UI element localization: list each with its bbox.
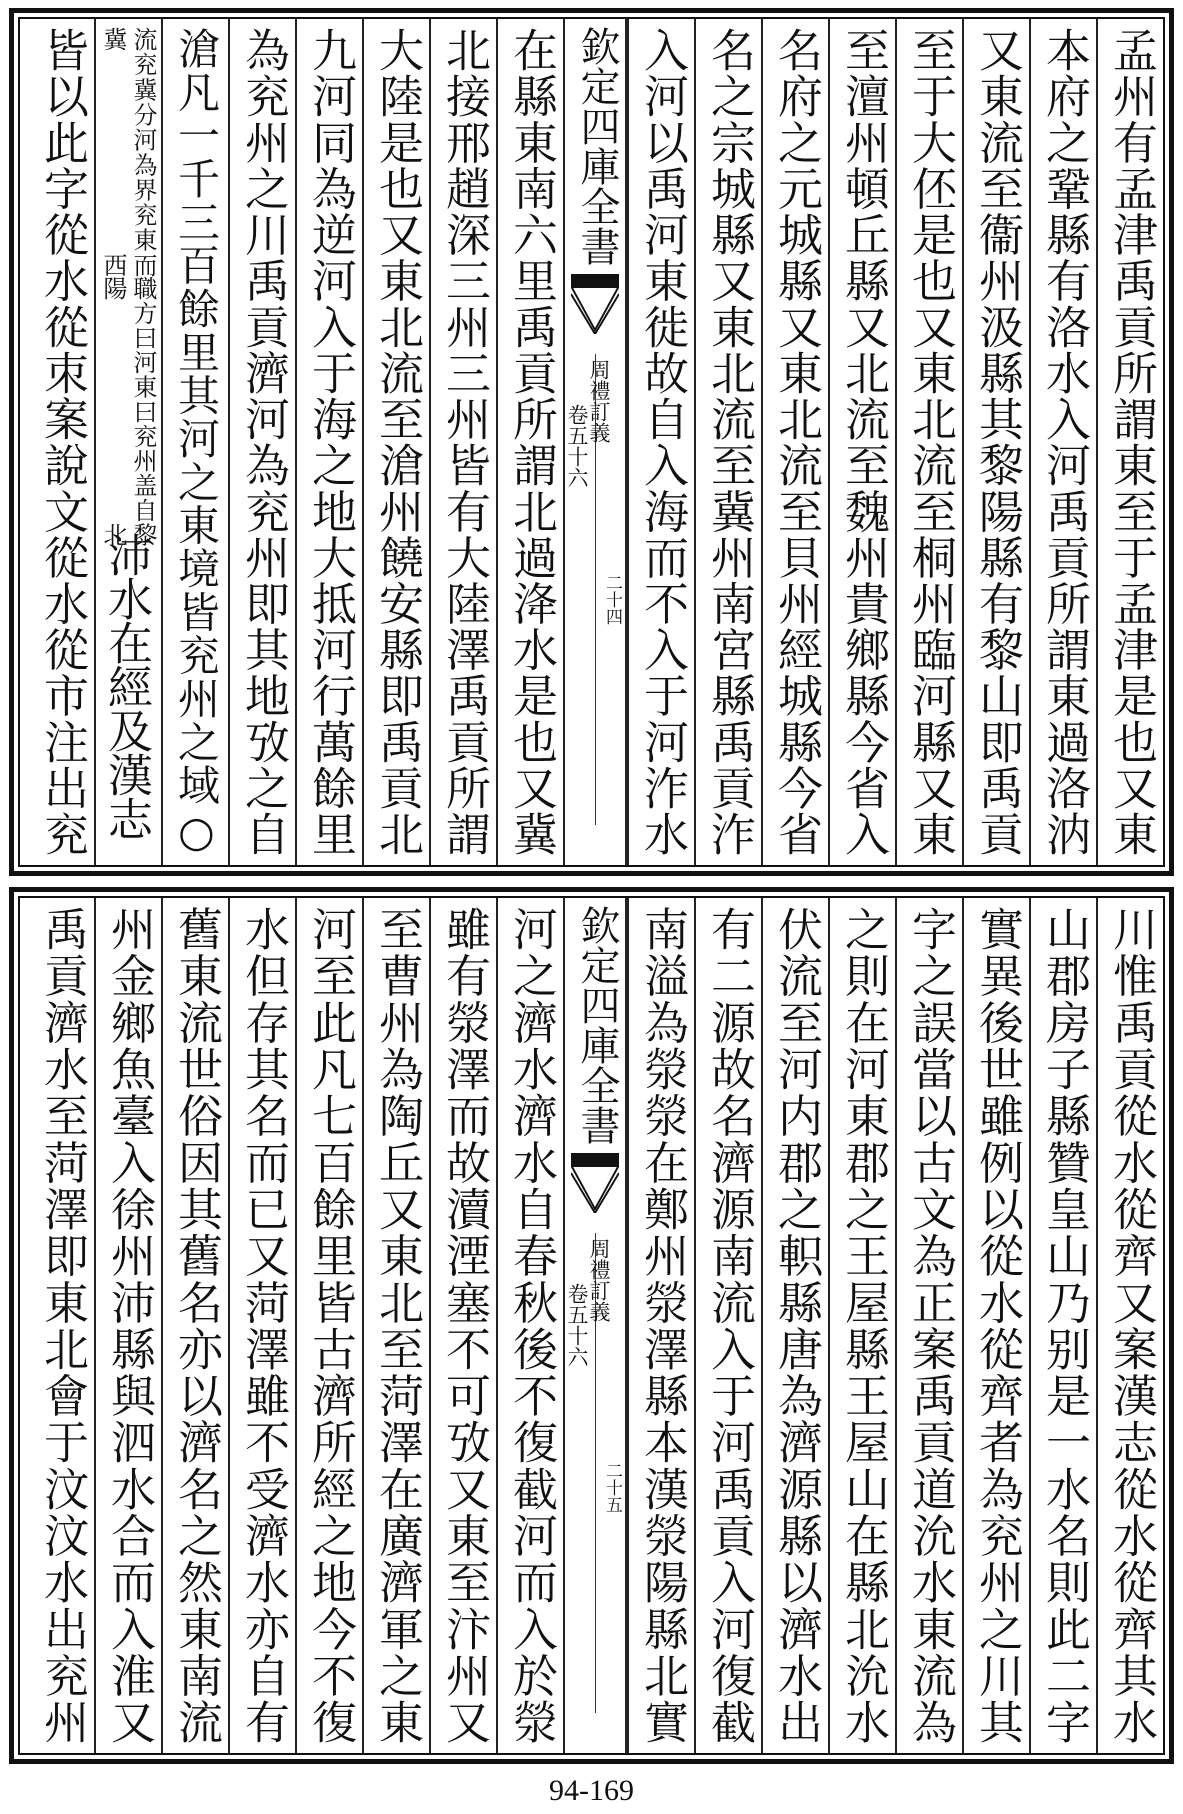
text-column — [1096, 19, 1163, 865]
note-line: 流兖冀分河為界兖東而冀西 — [99, 27, 157, 276]
column-text: 名府之元城縣又東北流至貝州經城縣今省 — [770, 27, 823, 857]
text-column — [1096, 898, 1163, 1753]
text-column — [828, 898, 895, 1753]
text-column — [1029, 19, 1096, 865]
text-column — [362, 898, 429, 1753]
column-text: 有二源故名濟源南流入于河禹貢入河復截 — [703, 906, 756, 1745]
column-text: 本府之鞏縣有洛水入河禹貢所謂東過洛汭 — [1038, 27, 1091, 857]
book-subtitle: 周禮訂義 — [587, 1238, 611, 1322]
text-column — [161, 19, 228, 865]
column-text: 南溢為滎滎在鄭州滎澤縣本漢滎陽縣北實 — [636, 906, 689, 1745]
text-column — [627, 19, 694, 865]
column-text: 入河以禹河東徙故自入海而不入于河泎水 — [636, 27, 689, 857]
text-column — [161, 898, 228, 1753]
book-subtitle: 周禮訂義 — [587, 359, 611, 443]
column-text: 九河同為逆河入于海之地大抵河行萬餘里 — [304, 27, 357, 857]
text-column — [27, 898, 94, 1753]
folio-number: 二十四 — [602, 574, 622, 625]
column-text: 沛水在經及漢志 — [100, 531, 153, 840]
column-text: 在縣東南六里禹貢所謂北過洚水是也又冀 — [505, 27, 558, 857]
text-column — [761, 19, 828, 865]
text-column — [228, 898, 295, 1753]
text-column — [1029, 898, 1096, 1753]
page-frame — [18, 896, 1165, 1755]
column-text: 滄凡一千三百餘里其河之東境皆兖州之域○ — [172, 27, 221, 857]
text-column — [429, 898, 496, 1753]
text-column — [362, 19, 429, 865]
fish-tail-mark — [571, 274, 619, 334]
center-gutter — [563, 898, 627, 1753]
column-text: 至澶州頓丘縣又北流至魏州貴鄉縣今省入 — [837, 27, 890, 857]
column-text: 名之宗城縣又東北流至冀州南宮縣禹貢泎 — [703, 27, 756, 857]
column-text: 雖有滎澤而故瀆湮塞不可攷又東至汴州又 — [438, 906, 491, 1745]
column-text: 實異後世雖例以從水從齊者為兖州之川其 — [971, 906, 1024, 1745]
book-title: 欽定四庫全書 — [574, 25, 620, 266]
column-text: 伏流至河内郡之軹縣唐為濟源縣以濟水出 — [770, 906, 823, 1745]
column-text: 至于大伾是也又東北流至桐州臨河縣又東 — [904, 27, 957, 857]
column-text: 水但存其名而已又菏澤雖不受濟水亦自有 — [237, 906, 290, 1745]
note-line: 職方曰河東曰兖州盖自黎陽北 — [99, 275, 157, 545]
text-column — [962, 898, 1029, 1753]
page-bottom — [9, 887, 1174, 1764]
fish-tail-mark — [571, 1153, 619, 1213]
text-columns — [20, 898, 1163, 1753]
folio-number: 二十五 — [602, 1462, 622, 1513]
book-title: 欽定四庫全書 — [574, 904, 620, 1145]
column-text: 河至此凡七百餘里皆古濟所經之地今不復 — [304, 906, 357, 1745]
column-text: 川惟禹貢從水從齊又案漢志從水從齊其水 — [1105, 906, 1158, 1745]
column-text: 為兖州之川禹貢濟河為兖州即其地攷之自 — [237, 27, 290, 857]
text-column — [962, 19, 1029, 865]
text-columns — [20, 19, 1163, 865]
column-text: 之則在河東郡之王屋縣王屋山在縣北沇水 — [837, 906, 890, 1745]
text-column — [627, 898, 694, 1753]
column-text: 又東流至衞州汲縣其黎陽縣有黎山即禹貢 — [971, 27, 1024, 857]
juan-number: 卷五十六 — [565, 1283, 589, 1367]
column-text: 大陸是也又東北流至滄州饒安縣即禹貢北 — [371, 27, 424, 857]
text-column — [694, 19, 761, 865]
text-column — [895, 898, 962, 1753]
text-column — [94, 898, 161, 1753]
column-text: 河之濟水濟水自春秋後不復截河而入於滎 — [505, 906, 558, 1745]
column-text: 至曹州為陶丘又東北至菏澤在廣濟軍之東 — [371, 906, 424, 1745]
column-text: 州金鄉魚臺入徐州沛縣與泗水合而入淮又 — [103, 906, 156, 1745]
page-label: 94-169 — [549, 1774, 634, 1807]
page-frame — [18, 17, 1165, 867]
text-column — [295, 898, 362, 1753]
text-column — [27, 19, 94, 865]
text-column — [895, 19, 962, 865]
column-text: 禹貢濟水至菏澤即東北會于汶汶水出兖州 — [36, 906, 89, 1745]
column-text: 孟州有孟津禹貢所謂東至于孟津是也又東 — [1105, 27, 1158, 857]
text-column — [429, 19, 496, 865]
page-top — [9, 8, 1174, 876]
column-text: 皆以此字從水從朿案說文從水從市注出兖 — [36, 27, 89, 857]
column-text: 山郡房子縣贊皇山乃别是一水名則此二字 — [1038, 906, 1091, 1745]
text-column — [828, 19, 895, 865]
text-column — [295, 19, 362, 865]
text-column — [496, 19, 563, 865]
text-column — [228, 19, 295, 865]
text-column-annotated — [94, 19, 161, 865]
page-number-footer — [0, 1774, 1183, 1808]
column-text: 字之誤當以古文為正案禹貢道沇水東流為 — [904, 906, 957, 1745]
center-gutter — [563, 19, 627, 865]
juan-number: 卷五十六 — [565, 404, 589, 488]
text-column — [694, 898, 761, 1753]
text-column — [496, 898, 563, 1753]
text-column — [761, 898, 828, 1753]
column-text: 舊東流世俗因其舊名亦以濟名之然東南流 — [170, 906, 223, 1745]
column-text: 北接邢趙深三州三州皆有大陸澤禹貢所謂 — [438, 27, 491, 857]
